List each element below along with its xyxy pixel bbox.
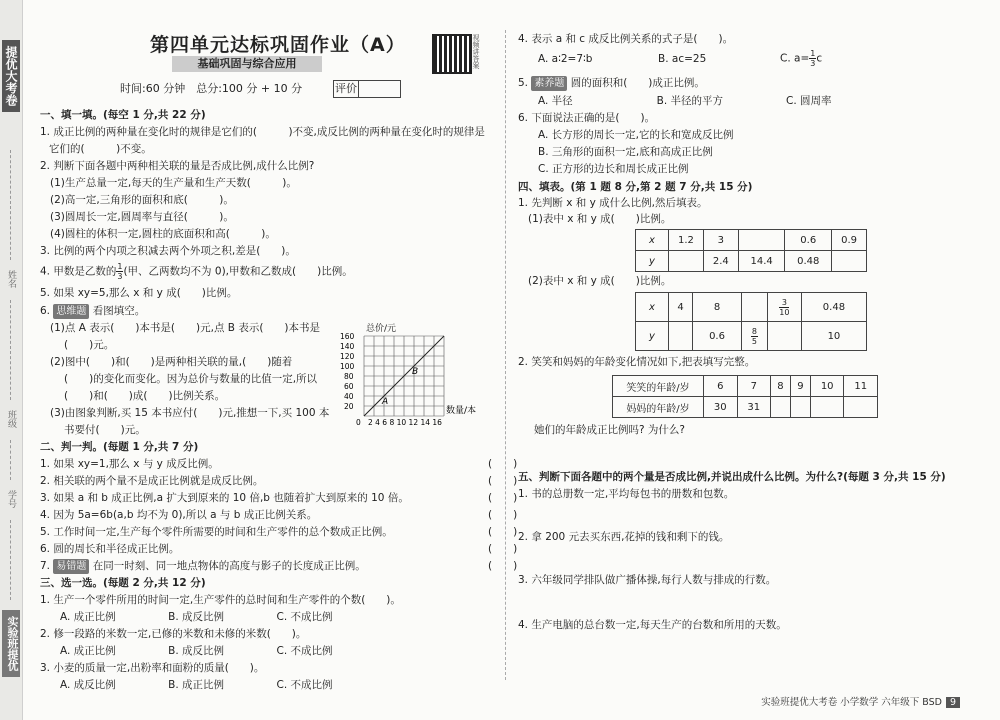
table-question-1-2: (2)表中 x 和 y 成( )比例。 [528,275,672,287]
question-6-3: (3)由图象判断,买 15 本书应付( )元,推想一下,买 100 本 [50,407,330,419]
fraction-denominator: 10 [779,307,790,317]
answer-paren[interactable]: ( ) [488,543,518,555]
table-cell: y [636,322,669,351]
table-row [636,230,867,251]
table-cell [767,293,801,322]
table-cell: x [636,230,669,251]
table-cell: 2.4 [703,251,738,272]
table-cell: 30 [704,397,738,418]
choice-5-options: A. 半径 B. 半径的平方 C. 圆周率 [538,95,832,107]
question-4 [40,262,353,281]
table-1 [635,229,867,272]
table-row [636,322,867,351]
cut-line [10,150,11,260]
ytick: 120 [340,352,355,361]
choice-5-text: 圆的面积和( )成正比例。 [570,77,705,89]
judge-3: 3. 如果 a 和 b 成正比例,a 扩大到原来的 10 倍,b 也随着扩大到原来的 10 倍。 [40,492,409,504]
table-cell[interactable] [669,251,704,272]
ytick: 160 [340,332,355,341]
footer-text: 实验班提优大考卷 小学数学 六年级下 BSD [761,697,942,708]
fraction-denominator: 3 [810,59,816,68]
choice-4-a: A. a∶2=7∶b [538,53,593,65]
page-subtitle: 基础巩固与综合应用 [172,56,322,72]
cut-line [10,440,11,480]
choice-4-c-var: c [816,52,823,65]
evaluation-box[interactable] [333,80,401,98]
judge-1: 1. 如果 xy=1,那么 x 与 y 成反比例。 [40,458,219,470]
question-2: 2. 判断下面各题中两种相关联的量是否成比例,成什么比例? [40,160,315,172]
ytick: 80 [344,372,354,381]
fraction-numerator: 1 [117,262,123,271]
question-6-2: (2)图中( )和( )是两种相关联的量,( )随着 [50,356,293,368]
spine-label-name: 姓名 [6,270,16,288]
fraction-three-tenths [779,298,789,317]
section-4-title: 四、填表。(第 1 题 8 分,第 2 题 7 分,共 15 分) [518,181,753,193]
question-2-2: (2)高一定,三角形的面积和底( )。 [50,194,234,206]
judge-6: 6. 圆的周长和半径成正比例。 [40,543,180,555]
choice-2-options: A. 成正比例 B. 成反比例 C. 不成比例 [60,645,333,657]
fraction-numerator: 8 [751,326,757,336]
question-2-4: (4)圆柱的体积一定,圆柱的底面积和高( )。 [50,228,276,240]
question-6-2-cont2: ( )和( )成( )比例关系。 [64,390,226,402]
evaluation-label: 评价 [335,82,357,95]
answer-paren[interactable]: ( ) [488,509,518,521]
choice-1-options: A. 成正比例 B. 成反比例 C. 不成比例 [60,611,333,623]
qr-code-icon[interactable] [432,34,472,74]
question-6-text: 看图填空。 [92,305,146,317]
price-quantity-graph [338,322,488,434]
table-cell: 0.48 [785,251,832,272]
table-cell: 8 [771,376,791,397]
fraction-eight-fifths [751,327,758,346]
section-5-title: 五、判断下面各题中的两个量是否成比例,并说出成什么比例。为什么?(每题 3 分,共 15 分) [518,471,946,483]
table-cell: 4 [669,293,693,322]
table-cell: 10 [810,376,844,397]
table-cell[interactable] [844,397,878,418]
table-cell: 妈妈的年龄/岁 [613,397,704,418]
problem-1: 1. 书的总册数一定,平均每包书的册数和包数。 [518,488,735,500]
answer-paren[interactable]: ( ) [488,492,518,504]
point-a-label: A [382,397,389,407]
question-3: 3. 比例的两个内项之积减去两个外项之积,差是( )。 [40,245,296,257]
table-row [613,376,878,397]
question-5: 5. 如果 xy=5,那么 x 和 y 成( )比例。 [40,287,238,299]
choice-1: 1. 生产一个零件所用的时间一定,生产零件的总时间和生产零件的个数( )。 [40,594,401,606]
question-6-1: (1)点 A 表示( )本书是( )元,点 B 表示( )本书是 [50,322,321,334]
judge-2: 2. 相关联的两个量不是成正比例就是成反比例。 [40,475,264,487]
ytick: 20 [344,402,354,411]
table-cell: 7 [737,376,771,397]
thinking-tag: 思维题 [53,304,89,319]
graph-xlabel: 数量/本 [446,406,477,416]
page-footer [761,694,960,708]
table-cell[interactable] [790,397,810,418]
table-cell: y [636,251,669,272]
question-6-1-cont: ( )元。 [64,339,115,351]
exam-meta: 时间:60 分钟 总分:100 分 + 10 分 [120,82,303,95]
answer-paren[interactable]: ( ) [488,526,518,538]
choice-6-b: B. 三角形的面积一定,底和高成正比例 [538,146,713,158]
judge-5: 5. 工作时间一定,生产每个零件所需要的时间和生产零件的总个数成正比例。 [40,526,393,538]
choice-3: 3. 小麦的质量一定,出粉率和面粉的质量( )。 [40,662,265,674]
table-cell[interactable] [810,397,844,418]
table-cell[interactable] [832,251,867,272]
xticks: 2 4 6 8 10 12 14 16 [368,418,442,427]
choice-6-a: A. 长方形的周长一定,它的长和宽成反比例 [538,129,734,141]
ytick: 60 [344,382,354,391]
choice-4-c [780,49,822,68]
judge-7: 7. 易错题 在同一时刻、同一地点物体的高度与影子的长度成正比例。 [40,560,366,572]
literacy-tag: 素养题 [531,76,567,91]
fraction-numerator: 1 [810,49,816,58]
choice-3-options: A. 成反比例 B. 成正比例 C. 不成比例 [60,679,333,691]
section-2-title: 二、判一判。(每题 1 分,共 7 分) [40,441,199,453]
question-4-text-rest: (甲、乙两数均不为 0),甲数和乙数成( )比例。 [123,265,353,278]
graph-origin: 0 [356,418,361,427]
section-1-title: 一、填一填。(每空 1 分,共 22 分) [40,109,206,121]
problem-3: 3. 六年级同学排队做广播体操,每行人数与排成的行数。 [518,574,777,586]
table-row [613,397,878,418]
binding-spine [0,0,23,720]
choice-4-b: B. ac=25 [658,53,707,65]
choice-2: 2. 修一段路的米数一定,已修的米数和未修的米数( )。 [40,628,307,640]
choice-4: 4. 表示 a 和 c 成反比例关系的式子是( )。 [518,33,734,45]
table-cell: 0.6 [693,322,742,351]
cut-line [10,300,11,400]
ytick: 40 [344,392,354,401]
table-cell: 0.9 [832,230,867,251]
table-cell: 9 [790,376,810,397]
table-2 [635,292,867,351]
table-row [636,293,867,322]
table-cell: 10 [801,322,866,351]
table-cell: 8 [693,293,742,322]
table-cell: 14.4 [738,251,785,272]
question-1-cont: 它们的( )不变。 [49,143,152,155]
choice-4-c-label: C. a= [780,52,810,65]
question-6-2-cont: ( )的变化而变化。因为总价与数量的比值一定,所以 [64,373,318,385]
table-question-2: 2. 笑笑和妈妈的年龄变化情况如下,把表填写完整。 [518,356,756,368]
fraction-denominator: 5 [751,336,757,346]
page-number: 9 [946,697,960,708]
table-cell: 1.2 [669,230,704,251]
table-cell: 31 [737,397,771,418]
table-cell[interactable] [767,322,801,351]
answer-paren[interactable]: ( ) [488,560,518,572]
cut-line [10,520,11,600]
table-cell [741,322,767,351]
question-4-text: 4. 甲数是乙数的 [40,265,117,278]
table-cell[interactable] [771,397,791,418]
table-cell: 6 [704,376,738,397]
judge-7-text: 在同一时刻、同一地点物体的高度与影子的长度成正比例。 [92,560,366,572]
point-b-label: B [412,367,419,377]
ytick: 100 [340,362,355,371]
error-prone-tag: 易错题 [53,559,89,574]
choice-6-c: C. 正方形的边长和周长成正比例 [538,163,689,175]
table-question-2-ask: 她们的年龄成正比例吗? 为什么? [534,424,685,436]
table-cell: 11 [844,376,878,397]
judge-4: 4. 因为 5a=6b(a,b 均不为 0),所以 a 与 b 成正比例关系。 [40,509,318,521]
answer-paren[interactable]: ( ) [488,475,518,487]
fraction-numerator: 3 [779,298,789,308]
problem-4: 4. 生产电脑的总台数一定,每天生产的台数和所用的天数。 [518,619,787,631]
ytick: 140 [340,342,355,351]
page-title: 第四单元达标巩固作业（A） [150,34,406,56]
table-question-1-1: (1)表中 x 和 y 成( )比例。 [528,213,672,225]
table-cell[interactable] [741,293,767,322]
question-6: 6. 思维题 看图填空。 [40,305,146,317]
question-2-3: (3)圆周长一定,圆周率与直径( )。 [50,211,234,223]
choice-6: 6. 下面说法正确的是( )。 [518,112,656,124]
table-cell: 笑笑的年龄/岁 [613,376,704,397]
brand-label: 提优大考卷 [2,40,20,112]
qr-caption: 视频讲答案 [472,34,480,69]
spine-label-id: 学号 [6,490,16,508]
spine-label-class: 班级 [6,410,16,428]
table-cell[interactable] [738,230,785,251]
table-cell: 0.48 [801,293,866,322]
table-cell: 0.6 [785,230,832,251]
table-cell[interactable] [669,322,693,351]
question-2-1: (1)生产总量一定,每天的生产量和生产天数( )。 [50,177,297,189]
fraction-denominator: 3 [117,272,123,281]
table-cell: 3 [703,230,738,251]
problem-2: 2. 拿 200 元去买东西,花掉的钱和剩下的钱。 [518,531,730,543]
question-1: 1. 成正比例的两种量在变化时的规律是它们的( )不变,成反比例的两种量在变化时的规律是 [40,126,485,138]
table-cell: x [636,293,669,322]
table-row [636,251,867,272]
choice-5: 5. 素养题 圆的面积和( )成正比例。 [518,77,705,89]
graph-ylabel: 总价/元 [366,324,397,334]
section-3-title: 三、选一选。(每题 2 分,共 12 分) [40,577,206,589]
table-3 [612,375,878,418]
brand-label-bottom: 实验班提优 [2,610,20,677]
question-6-3-cont: 书要付( )元。 [64,424,146,436]
table-question-1: 1. 先判断 x 和 y 成什么比例,然后填表。 [518,197,708,209]
answer-paren[interactable]: ( ) [488,458,518,470]
column-divider [505,30,506,680]
